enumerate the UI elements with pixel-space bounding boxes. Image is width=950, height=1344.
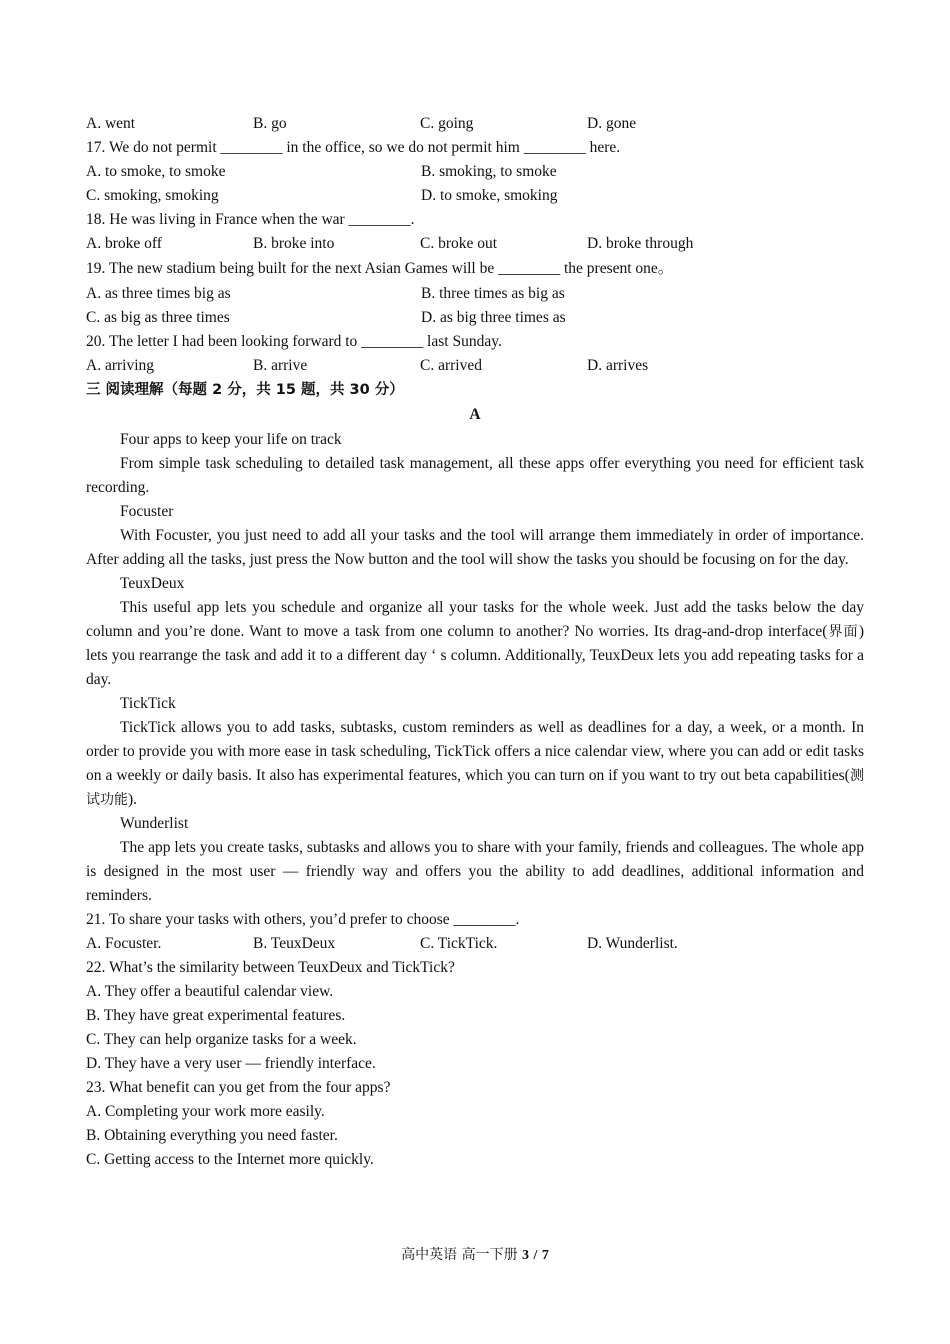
q17-option-c: C. smoking, smoking bbox=[86, 187, 219, 204]
q18-option-c: C. broke out bbox=[420, 235, 498, 252]
q21-option-b: B. TeuxDeux bbox=[253, 935, 336, 952]
q19-option-c: C. as big as three times bbox=[86, 309, 230, 326]
q22-option-d: D. They have a very user — friendly interface. bbox=[86, 1055, 376, 1072]
q20-option-c: C. arrived bbox=[420, 357, 482, 374]
q23-option-b: B. Obtaining everything you need faster. bbox=[86, 1127, 338, 1144]
teuxdeux-text-before: This useful app lets you schedule and organize all your tasks for the whole week. Just add the tasks below the day column and you’re done. Want to move a task from one column to another? No worries. Its drag-and-drop interface( bbox=[86, 599, 864, 640]
app-name-wunderlist: Wunderlist bbox=[120, 815, 189, 832]
q19-stem: 19. The new stadium being built for the next Asian Games will be ________ the present one。 bbox=[86, 260, 674, 277]
teuxdeux-cn-note: 界面 bbox=[827, 624, 859, 640]
passage-intro: From simple task scheduling to detailed task management, all these apps offer everything you need for efficient task recording. bbox=[86, 455, 864, 496]
section-title bbox=[86, 378, 864, 402]
q16-option-d: D. gone bbox=[587, 115, 637, 132]
exam-page bbox=[86, 112, 864, 1172]
passage-title: Four apps to keep your life on track bbox=[120, 431, 342, 448]
q22-option-c: C. They can help organize tasks for a week. bbox=[86, 1031, 357, 1048]
q19-options-row1 bbox=[86, 282, 864, 306]
q22-option-b: B. They have great experimental features. bbox=[86, 1007, 346, 1024]
q23-option-c: C. Getting access to the Internet more quickly. bbox=[86, 1151, 374, 1168]
q16-option-b: B. go bbox=[253, 115, 287, 132]
q19-option-b: B. three times as big as bbox=[421, 285, 565, 302]
app-text-wunderlist: The app lets you create tasks, subtasks and allows you to share with your family, friends and colleagues. The whole app is designed in the most user — friendly way and offers you the ability to add deadlines, additional information and reminders. bbox=[86, 839, 864, 904]
q19-options-row2 bbox=[86, 306, 864, 330]
q18-options bbox=[86, 232, 864, 256]
q17-options-row2 bbox=[86, 184, 864, 208]
q18-option-a: A. broke off bbox=[86, 235, 162, 252]
q16-options bbox=[86, 112, 864, 136]
q17-option-a: A. to smoke, to smoke bbox=[86, 163, 226, 180]
teuxdeux-text-after: ) lets you rearrange the task and add it to a different day ‘ s column. Additionally, TeuxDeux lets you add repeating tasks for a day. bbox=[86, 623, 864, 688]
q16-option-c: C. going bbox=[420, 115, 474, 132]
q19-option-d: D. as big three times as bbox=[421, 309, 566, 326]
app-text-focuster: With Focuster, you just need to add all your tasks and the tool will arrange them immediately in order of importance. After adding all the tasks, just press the Now button and the tool will show the tasks you should be focusing on for the day. bbox=[86, 527, 864, 568]
footer-label: 高中英语 高一下册 bbox=[401, 1247, 518, 1263]
q23-stem: 23. What benefit can you get from the four apps? bbox=[86, 1079, 391, 1096]
ticktick-text-before: TickTick allows you to add tasks, subtasks, custom reminders as well as deadlines for a day, a week, or a month. In order to provide you with more ease in task scheduling, TickTick offers a nice calendar view, where you can add or edit tasks on a weekly or daily basis. It also has experimental features, which you can turn on if you want to try out beta capabilities( bbox=[86, 719, 864, 784]
q18-option-d: D. broke through bbox=[587, 235, 694, 252]
section-title-text: 三 阅读理解（每题 2 分，共 15 题，共 30 分） bbox=[86, 382, 404, 398]
q21-option-d: D. Wunderlist. bbox=[587, 935, 678, 952]
footer-total-pages: 7 bbox=[541, 1248, 549, 1263]
q17-stem: 17. We do not permit ________ in the office, so we do not permit him ________ here. bbox=[86, 139, 621, 156]
q20-option-d: D. arrives bbox=[587, 357, 649, 374]
q17-option-d: D. to smoke, smoking bbox=[421, 187, 558, 204]
footer-page-number: 3 bbox=[522, 1248, 530, 1263]
footer-separator: / bbox=[533, 1248, 538, 1263]
app-name-ticktick: TickTick bbox=[120, 695, 176, 712]
page-footer bbox=[0, 1244, 950, 1264]
q22-option-a: A. They offer a beautiful calendar view. bbox=[86, 983, 334, 1000]
q20-option-b: B. arrive bbox=[253, 357, 308, 374]
passage-label: A bbox=[469, 406, 481, 423]
q20-stem: 20. The letter I had been looking forward to ________ last Sunday. bbox=[86, 333, 502, 350]
q17-options-row1 bbox=[86, 160, 864, 184]
q18-stem: 18. He was living in France when the war ________. bbox=[86, 211, 415, 228]
q21-options bbox=[86, 932, 864, 956]
app-name-focuster: Focuster bbox=[120, 503, 174, 520]
q17-option-b: B. smoking, to smoke bbox=[421, 163, 557, 180]
q20-option-a: A. arriving bbox=[86, 357, 155, 374]
q22-stem: 22. What’s the similarity between TeuxDeux and TickTick? bbox=[86, 959, 455, 976]
q21-option-c: C. TickTick. bbox=[420, 935, 498, 952]
ticktick-cn-note: 测试功能 bbox=[86, 768, 865, 808]
q20-options bbox=[86, 354, 864, 378]
app-text-ticktick bbox=[86, 716, 864, 812]
q23-option-a: A. Completing your work more easily. bbox=[86, 1103, 325, 1120]
q16-option-a: A. went bbox=[86, 115, 136, 132]
app-text-teuxdeux bbox=[86, 596, 864, 692]
q18-option-b: B. broke into bbox=[253, 235, 335, 252]
q21-option-a: A. Focuster. bbox=[86, 935, 162, 952]
app-name-teuxdeux: TeuxDeux bbox=[120, 575, 185, 592]
ticktick-text-after: ). bbox=[128, 791, 138, 808]
q21-stem: 21. To share your tasks with others, you’d prefer to choose ________. bbox=[86, 911, 520, 928]
q19-option-a: A. as three times big as bbox=[86, 285, 231, 302]
